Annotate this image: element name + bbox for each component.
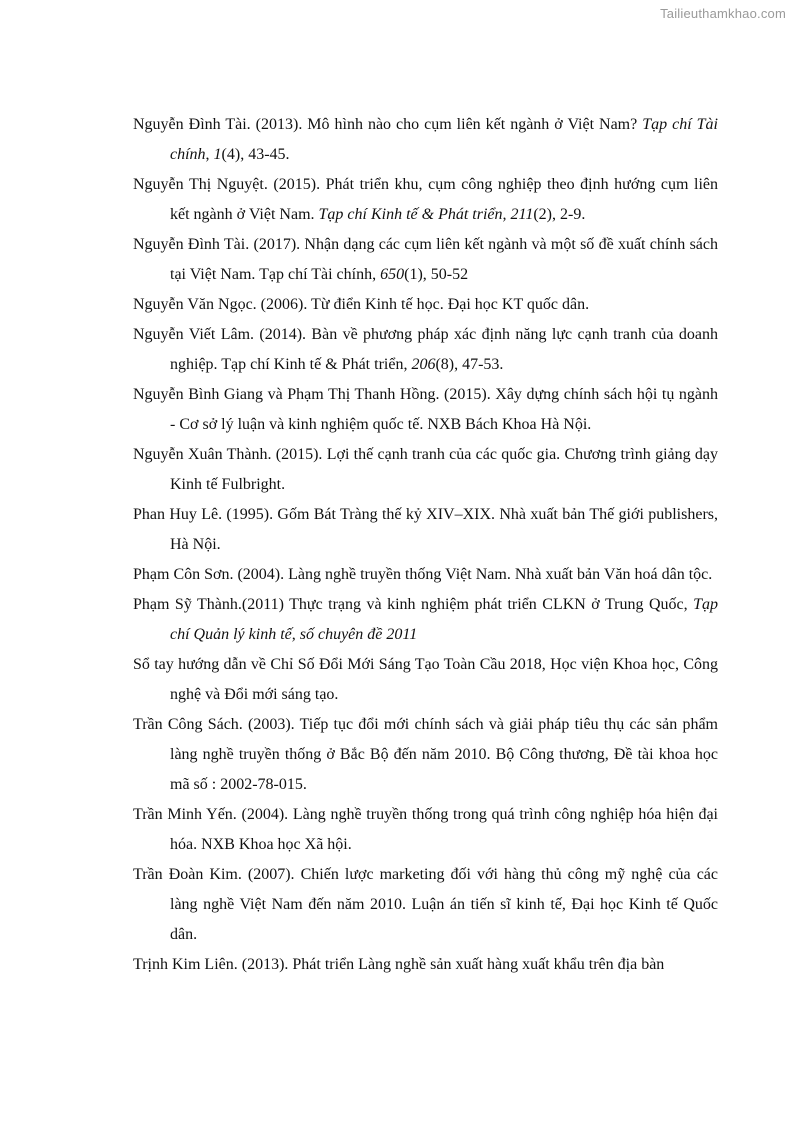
reference-italic-text: 650 [380,266,405,283]
reference-entry [133,650,718,710]
reference-entry [133,560,718,590]
reference-text: Nguyễn Đình Tài. (2013). Mô hình nào cho cụm liên kết ngành ở Việt Nam? [133,116,643,133]
reference-text: (4), 43-45. [221,146,290,163]
reference-text: (1), 50-52 [404,266,469,283]
reference-text: Nguyễn Bình Giang và Phạm Thị Thanh Hồng. (2015). Xây dựng chính sách hội tụ ngành - Cơ sở lý luận và kinh nghiệm quốc tế. NXB Bách Khoa Hà Nội. [133,386,718,433]
reference-entry [133,860,718,950]
reference-text: Trần Công Sách. (2003). Tiếp tục đổi mới chính sách và giải pháp tiêu thụ các sản phẩm làng nghề truyền thống ở Bắc Bộ đến năm 2010. Bộ Công thương, Đề tài khoa học mã số : 2002-78-015. [133,716,718,793]
reference-text: Sổ tay hướng dẫn về Chỉ Số Đổi Mới Sáng Tạo Toàn Cầu 2018, Học viện Khoa học, Công nghệ và Đổi mới sáng tạo. [133,656,718,703]
reference-entry [133,500,718,560]
reference-italic-text: 206 [411,356,436,373]
reference-text: Trịnh Kim Liên. (2013). Phát triển Làng nghề sản xuất hàng xuất khẩu trên địa bàn [133,956,665,973]
reference-text: Phạm Côn Sơn. (2004). Làng nghề truyền thống Việt Nam. Nhà xuất bản Văn hoá dân tộc. [133,566,713,583]
reference-text: (2), 2-9. [533,206,586,223]
reference-text: Nguyễn Viết Lâm. (2014). Bàn về phương pháp xác định năng lực cạnh tranh của doanh nghiệp. Tạp chí Kinh tế & Phát triển, [133,326,718,373]
reference-entry [133,170,718,230]
watermark-text: Tailieuthamkhao.com [660,6,786,21]
reference-entry [133,710,718,800]
reference-text: , [205,146,214,163]
reference-italic-text: 1 [213,146,222,163]
reference-text: (8), 47-53. [435,356,504,373]
reference-entry [133,230,718,290]
reference-text: Nguyễn Văn Ngọc. (2006). Từ điển Kinh tế học. Đại học KT quốc dân. [133,296,590,313]
reference-text: Nguyễn Thị Nguyệt. (2015). Phát triển khu, cụm công nghiệp theo định hướng cụm liên kết ngành ở Việt Nam. [133,176,718,223]
reference-italic-text: Tạp chí Kinh tế & Phát triển, 211 [318,206,534,223]
reference-entry [133,380,718,440]
reference-entry [133,590,718,650]
reference-entry [133,440,718,500]
reference-italic-text: Tạp chí Tài chính [170,116,718,163]
reference-entry [133,950,718,980]
reference-entry [133,800,718,860]
reference-list [133,110,718,980]
reference-text: Trần Đoàn Kim. (2007). Chiến lược marketing đối với hàng thủ công mỹ nghệ của các làng nghề Việt Nam đến năm 2010. Luận án tiến sĩ kinh tế, Đại học Kinh tế Quốc dân. [133,866,718,943]
reference-entry [133,320,718,380]
reference-entry [133,290,718,320]
reference-entry [133,110,718,170]
reference-text: Nguyễn Đình Tài. (2017). Nhận dạng các cụm liên kết ngành và một số đề xuất chính sách tại Việt Nam. Tạp chí Tài chính, [133,236,718,283]
reference-text: Phạm Sỹ Thành.(2011) Thực trạng và kinh nghiệm phát triển CLKN ở Trung Quốc, [133,596,694,613]
reference-text: Nguyễn Xuân Thành. (2015). Lợi thế cạnh tranh của các quốc gia. Chương trình giảng dạy Kinh tế Fulbright. [133,446,718,493]
reference-text: Trần Minh Yến. (2004). Làng nghề truyền thống trong quá trình công nghiệp hóa hiện đại hóa. NXB Khoa học Xã hội. [133,806,718,853]
reference-italic-text: Tạp chí Quản lý kinh tế, số chuyên đề 2011 [170,596,718,643]
reference-text: Phan Huy Lê. (1995). Gốm Bát Tràng thế kỷ XIV–XIX. Nhà xuất bản Thế giới publishers, Hà Nội. [133,506,718,553]
